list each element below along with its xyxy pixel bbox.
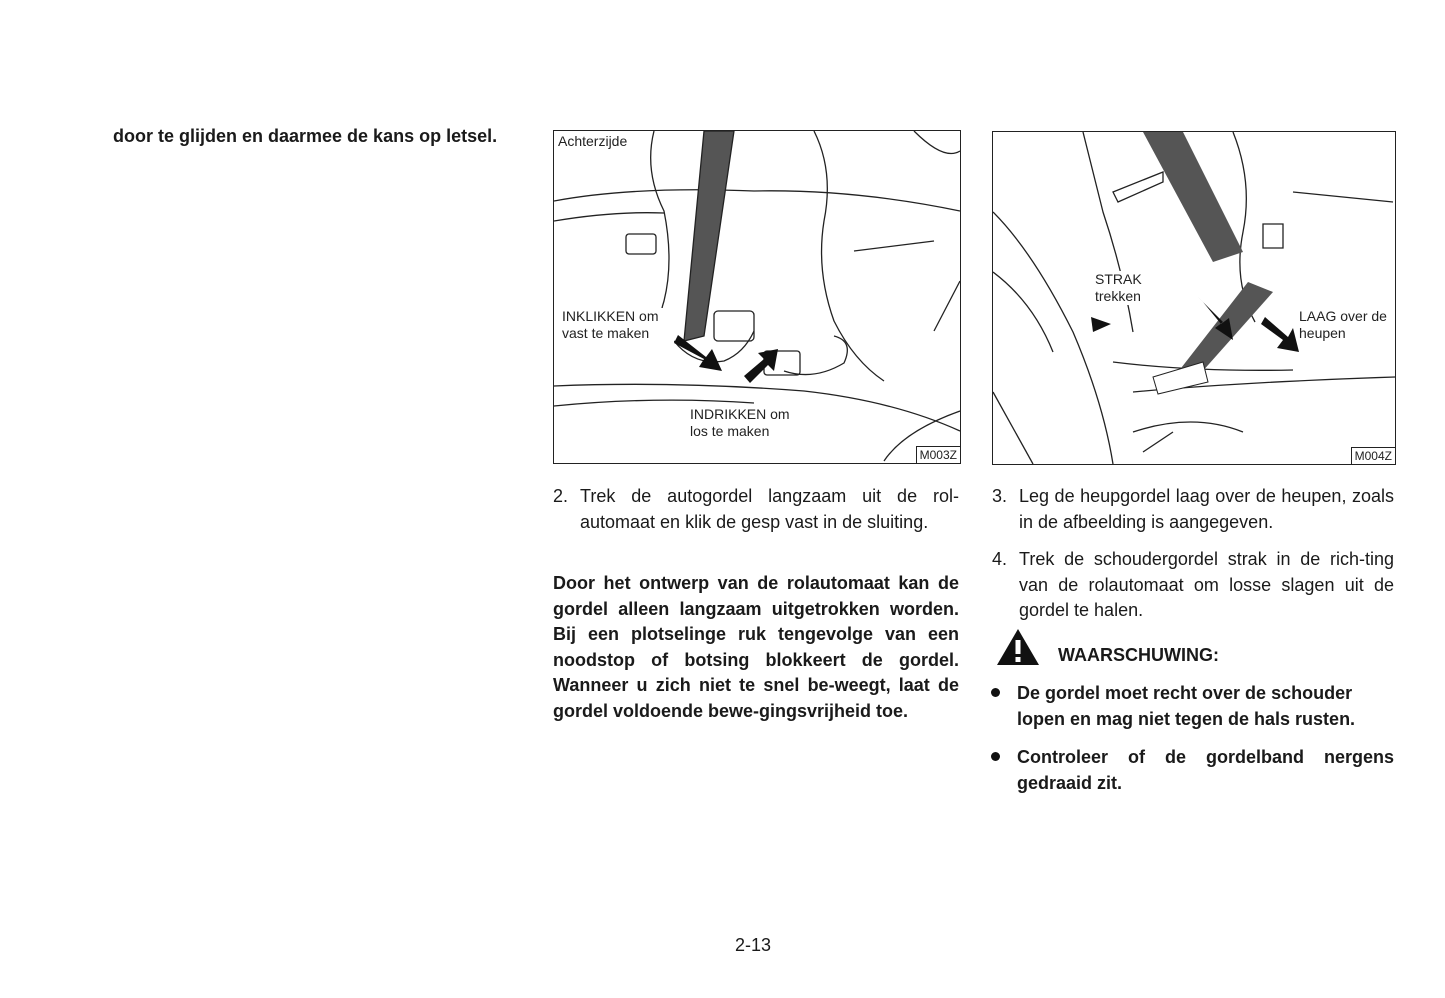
figure-right-label-tight: STRAK trekken [1095,271,1159,305]
figure-buckle-insert [553,130,961,464]
figure-belt-tighten [992,131,1396,465]
warning-title: WAARSCHUWING: [1058,645,1219,665]
step-4 [992,547,1394,625]
warning-bullet-text: Controleer of de gordelband nergens gedraaid zit. [1017,747,1394,793]
warning-heading [996,627,1396,667]
step-2-text: Trek de autogordel langzaam uit de rol-automaat en klik de gesp vast in de sluiting. [580,486,959,532]
page-number: 2-13 [735,935,772,955]
step-3-number: 3. [992,486,1008,506]
figure-left-label-press: INDRIKKEN om los te maken [690,406,810,440]
bullet-dot-icon [991,688,1000,697]
illustration-belt-tighten [993,132,1395,464]
figure-right-label-low: LAAG over de heupen [1299,308,1393,342]
bullet-dot-icon [991,752,1000,761]
step-3-text: Leg de heupgordel laag over de heupen, zoals in de afbeelding is aangegeven. [1019,486,1394,532]
warning-bullet [1017,745,1394,796]
warning-bullet [1017,681,1394,732]
figure-left-corner-label: Achterzijde [558,133,631,150]
retractor-note: Door het ontwerp van de rolautomaat kan de gordel alleen langzaam uitgetrokken worden. Bij een plotselinge ruk tengevolge van een noodstop of botsing blokkeert de gordel. Wanneer u zich niet te snel be-weegt, laat de gordel voldoende bewe-gingsvrijheid toe. [553,573,959,721]
figure-right-code: M004Z [1351,447,1395,464]
step-2 [553,484,959,564]
step-2-number: 2. [553,486,569,506]
step-4-number: 4. [992,549,1008,569]
figure-left-code: M003Z [916,446,960,463]
intro-paragraph: door te glijden en daarmee de kans op letsel. [113,126,498,146]
warning-bullet-text: De gordel moet recht over de schouder lopen en mag niet tegen de hals rusten. [1017,683,1356,729]
step-4-text: Trek de schoudergordel strak in de rich-ting van de rolautomaat om losse slagen uit de gordel te halen. [1019,549,1394,620]
warning-triangle-icon [996,627,1040,667]
figure-left-label-click: INKLIKKEN om vast te maken [562,308,674,342]
step-3 [992,484,1394,538]
